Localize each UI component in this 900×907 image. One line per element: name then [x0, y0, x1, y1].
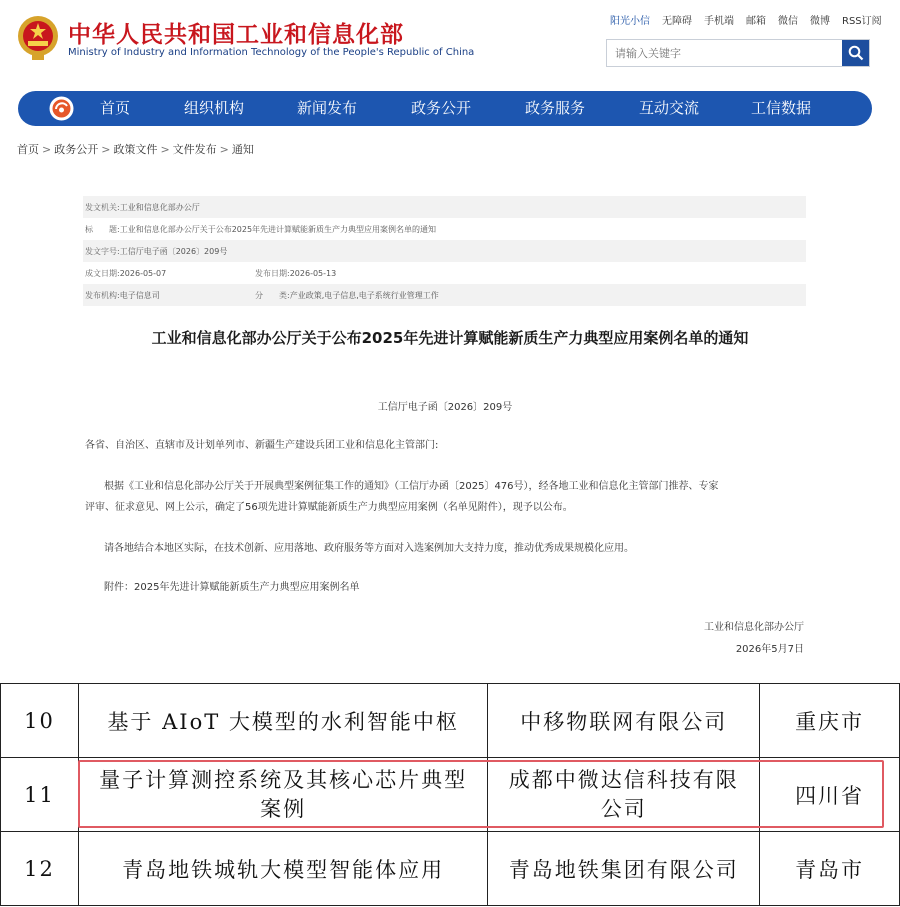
breadcrumb: 首页 > 政务公开 > 政策文件 > 文件发布 > 通知	[17, 143, 254, 156]
salutation: 各省、自治区、直辖市及计划单列市、新疆生产建设兵团工业和信息化主管部门:	[85, 440, 439, 451]
paragraph-1-line-2: 评审、征求意见、网上公示，确定了56项先进计算赋能新质生产力典型应用案例（名单见附件），现予以公布。	[85, 502, 573, 513]
ministry-logo-icon	[48, 95, 75, 122]
nav-government-affairs[interactable]: 政务公开	[411, 99, 472, 117]
nav-home[interactable]: 首页	[100, 99, 131, 117]
search-input[interactable]	[607, 40, 842, 66]
info-row-docno: 发文字号: 工信厅电子函〔2026〕209号	[83, 240, 806, 262]
region: 重庆市	[760, 684, 900, 758]
site-title[interactable]: 中华人民共和国工业和信息化部	[68, 22, 404, 48]
info-row-dates: 成文日期: 2026-05-07 发布日期:2026-05-13	[85, 268, 337, 278]
top-link-rss[interactable]: RSS订阅	[842, 16, 882, 27]
attachment-table-image	[0, 683, 900, 907]
company-name: 成都中微达信科技有限公司	[488, 758, 760, 832]
breadcrumb-notice[interactable]: 通知	[231, 143, 254, 156]
case-list-table	[0, 683, 900, 906]
search-button[interactable]	[842, 40, 869, 66]
breadcrumb-government[interactable]: 政务公开	[54, 143, 99, 156]
top-links	[610, 12, 882, 27]
paragraph-1-line-1: 根据《工业和信息化部办公厅关于开展典型案例征集工作的通知》（工信厅办函〔2025〕476号），经各地工业和信息化主管部门推荐、专家	[104, 481, 719, 492]
paragraph-2: 请各地结合本地区实际，在技术创新、应用落地、政府服务等方面对入选案例加大支持力度，推动优秀成果规模化应用。	[104, 543, 634, 554]
nav-services[interactable]: 政务服务	[525, 99, 586, 117]
case-name: 青岛地铁城轨大模型智能体应用	[78, 832, 488, 906]
row-number: 12	[1, 832, 79, 906]
document-title: 工业和信息化部办公厅关于公布2025年先进计算赋能新质生产力典型应用案例名单的通知	[151, 329, 749, 347]
nav-news[interactable]: 新闻发布	[297, 99, 358, 117]
document-info-table	[83, 196, 806, 306]
company-name: 青岛地铁集团有限公司	[488, 832, 760, 906]
table-row	[1, 684, 900, 758]
breadcrumb-policy[interactable]: 政策文件	[113, 143, 158, 156]
top-link-mail[interactable]: 邮箱	[746, 16, 766, 27]
attachment-link[interactable]: 附件：2025年先进计算赋能新质生产力典型应用案例名单	[104, 582, 360, 593]
region: 四川省	[760, 758, 900, 832]
nav-interaction[interactable]: 互动交流	[639, 99, 700, 117]
nav-data[interactable]: 工信数据	[751, 99, 812, 117]
case-name: 基于 AIoT 大模型的水利智能中枢	[78, 684, 488, 758]
info-row-issuer: 发文机关: 工业和信息化部办公厅	[83, 196, 806, 218]
case-name: 量子计算测控系统及其核心芯片典型案例	[78, 758, 488, 832]
site-title-english: Ministry of Industry and Information Technology of the People's Republic of China	[68, 47, 475, 58]
search-icon	[848, 45, 864, 61]
document-number: 工信厅电子函〔2026〕209号	[377, 402, 513, 413]
top-link-sunshine[interactable]: 阳光小信	[610, 16, 650, 27]
national-emblem-icon	[16, 14, 60, 62]
site-header	[0, 0, 900, 85]
top-link-accessibility[interactable]: 无障碍	[662, 16, 692, 27]
company-name: 中移物联网有限公司	[488, 684, 760, 758]
signature-date: 2026年5月7日	[735, 644, 804, 655]
info-row-org: 发布机构: 电子信息司 分 类:产业政策,电子信息,电子系统行业管理工作	[83, 284, 806, 306]
top-link-wechat[interactable]: 微信	[778, 16, 798, 27]
table-row	[1, 758, 900, 832]
breadcrumb-publications[interactable]: 文件发布	[172, 143, 217, 156]
top-link-mobile[interactable]: 手机端	[704, 16, 734, 27]
signature-org: 工业和信息化部办公厅	[704, 622, 804, 633]
info-row-title: 标 题: 工业和信息化部办公厅关于公布2025年先进计算赋能新质生产力典型应用案例名单的通知	[85, 224, 437, 234]
row-number: 11	[1, 758, 79, 832]
row-number: 10	[1, 684, 79, 758]
breadcrumb-home[interactable]: 首页	[17, 143, 39, 156]
nav-organization[interactable]: 组织机构	[184, 99, 245, 117]
top-link-weibo[interactable]: 微博	[810, 16, 830, 27]
search-box	[606, 39, 870, 67]
table-row	[1, 832, 900, 906]
region: 青岛市	[760, 832, 900, 906]
main-nav	[18, 91, 872, 126]
